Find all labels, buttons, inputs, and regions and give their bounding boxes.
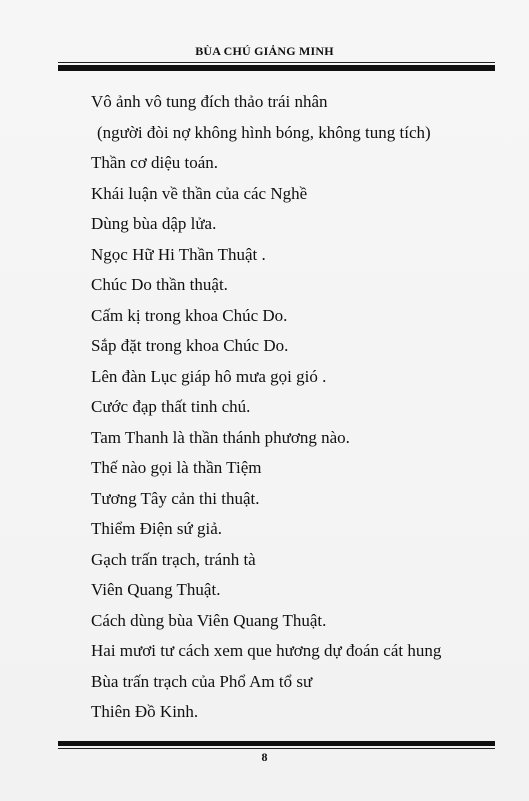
- content-line: Thần cơ diệu toán.: [91, 153, 219, 172]
- content-line: Sắp đặt trong khoa Chúc Do.: [91, 336, 289, 355]
- content-line: Hai mươi tư cách xem que hương dự đoán cát hung: [91, 641, 442, 660]
- content-line: Chúc Do thần thuật.: [91, 275, 228, 294]
- content-line: Khái luận về thần của các Nghề: [91, 184, 308, 203]
- content-line: Bùa trấn trạch của Phổ Am tổ sư: [91, 672, 313, 691]
- content-line: (người đòi nợ không hình bóng, không tung tích): [97, 123, 431, 142]
- content-line: Thiểm Điện sứ giả.: [91, 519, 223, 538]
- content-line: Gạch trấn trạch, tránh tà: [91, 550, 256, 569]
- content-line: Cấm kị trong khoa Chúc Do.: [91, 306, 288, 325]
- header-rule-thick: [58, 65, 495, 71]
- footer-rule-thick: [58, 741, 495, 746]
- content-line: Vô ảnh vô tung đích thảo trái nhân: [91, 92, 328, 111]
- content-line: Viên Quang Thuật.: [91, 580, 221, 599]
- page-number: 8: [261, 750, 268, 764]
- content-line: Cách dùng bùa Viên Quang Thuật.: [91, 611, 327, 630]
- header-rule-thin: [58, 62, 495, 63]
- content-line: Tam Thanh là thần thánh phương nào.: [91, 428, 350, 447]
- content-line: Tương Tây cản thi thuật.: [91, 489, 260, 508]
- content-line: Ngọc Hữ Hi Thần Thuật .: [91, 245, 266, 264]
- content-line: Dùng bùa dập lửa.: [91, 214, 217, 233]
- running-header-title: BÙA CHÚ GIẢNG MINH: [195, 44, 334, 58]
- footer-rule-thin: [58, 748, 495, 749]
- content-line: Thiên Đồ Kinh.: [91, 702, 199, 721]
- content-line: Thế nào gọi là thần Tiệm: [91, 458, 262, 477]
- content-line: Cước đạp thất tinh chú.: [91, 397, 251, 416]
- content-line: Lên đàn Lục giáp hô mưa gọi gió .: [91, 367, 327, 386]
